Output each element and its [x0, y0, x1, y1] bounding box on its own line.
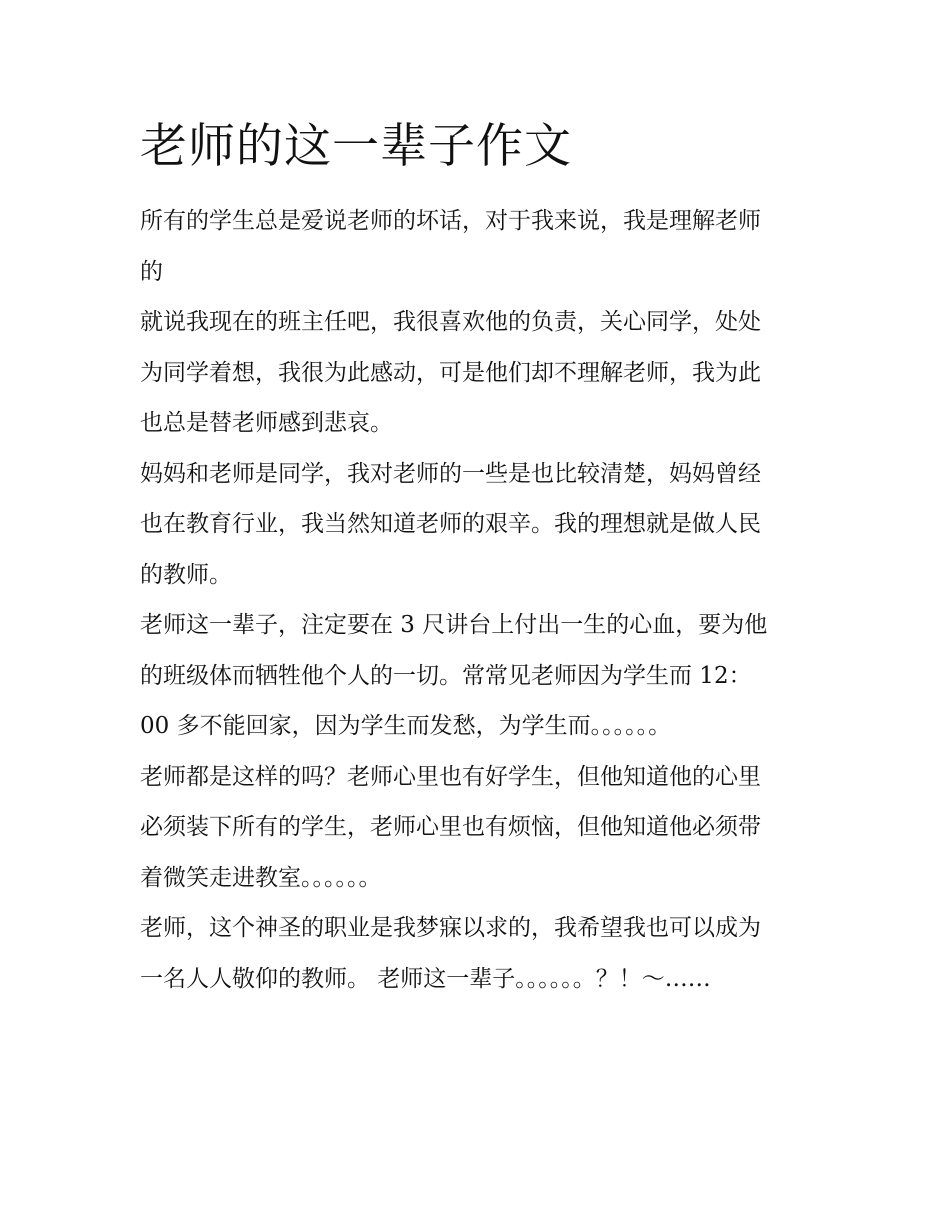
paragraph-6 — [140, 903, 820, 1004]
text-line: 的 — [140, 258, 163, 285]
text-line: 老师，这个神圣的职业是我梦寐以求的，我希望我也可以成为 — [140, 915, 761, 941]
text-line: 老师这一辈子，注定要在 3 尺讲台上付出一生的心血，要为他 — [140, 612, 768, 638]
paragraph-4 — [140, 600, 820, 752]
text-line: 的班级体而牺牲他个人的一切。常常见老师因为学生而 12： — [140, 662, 752, 689]
text-line: 也在教育行业，我当然知道老师的艰辛。我的理想就是做人民 — [140, 511, 761, 537]
paragraph-1 — [140, 196, 820, 297]
text-line: 老师都是这样的吗？老师心里也有好学生，但他知道他的心里 — [140, 763, 761, 790]
document-body — [140, 196, 820, 1004]
text-line: 着微笑走进教室。。。。。。 — [140, 864, 382, 891]
paragraph-2 — [140, 297, 820, 449]
text-line: 就说我现在的班主任吧，我很喜欢他的负责，关心同学，处处 — [140, 309, 761, 335]
text-line: 必须装下所有的学生，老师心里也有烦恼，但他知道他必须带 — [140, 814, 761, 840]
text-line: 00 多不能回家，因为学生而发愁，为学生而。。。。。。 — [140, 713, 672, 739]
text-line: 一名人人敬仰的教师。 老师这一辈子。。。。。。？！～…… — [140, 965, 711, 992]
text-line: 也总是替老师感到悲哀。 — [140, 410, 393, 436]
paragraph-3 — [140, 449, 820, 601]
text-line: 妈妈和老师是同学，我对老师的一些是也比较清楚，妈妈曾经 — [140, 460, 761, 487]
text-line: 为同学着想，我很为此感动，可是他们却不理解老师，我为此 — [140, 359, 761, 386]
document-title: 老师的这一辈子作文 — [140, 119, 572, 174]
text-line: 所有的学生总是爱说老师的坏话，对于我来说，我是理解老师 — [140, 208, 761, 234]
paragraph-5 — [140, 752, 820, 904]
text-line: 的教师。 — [140, 561, 232, 588]
